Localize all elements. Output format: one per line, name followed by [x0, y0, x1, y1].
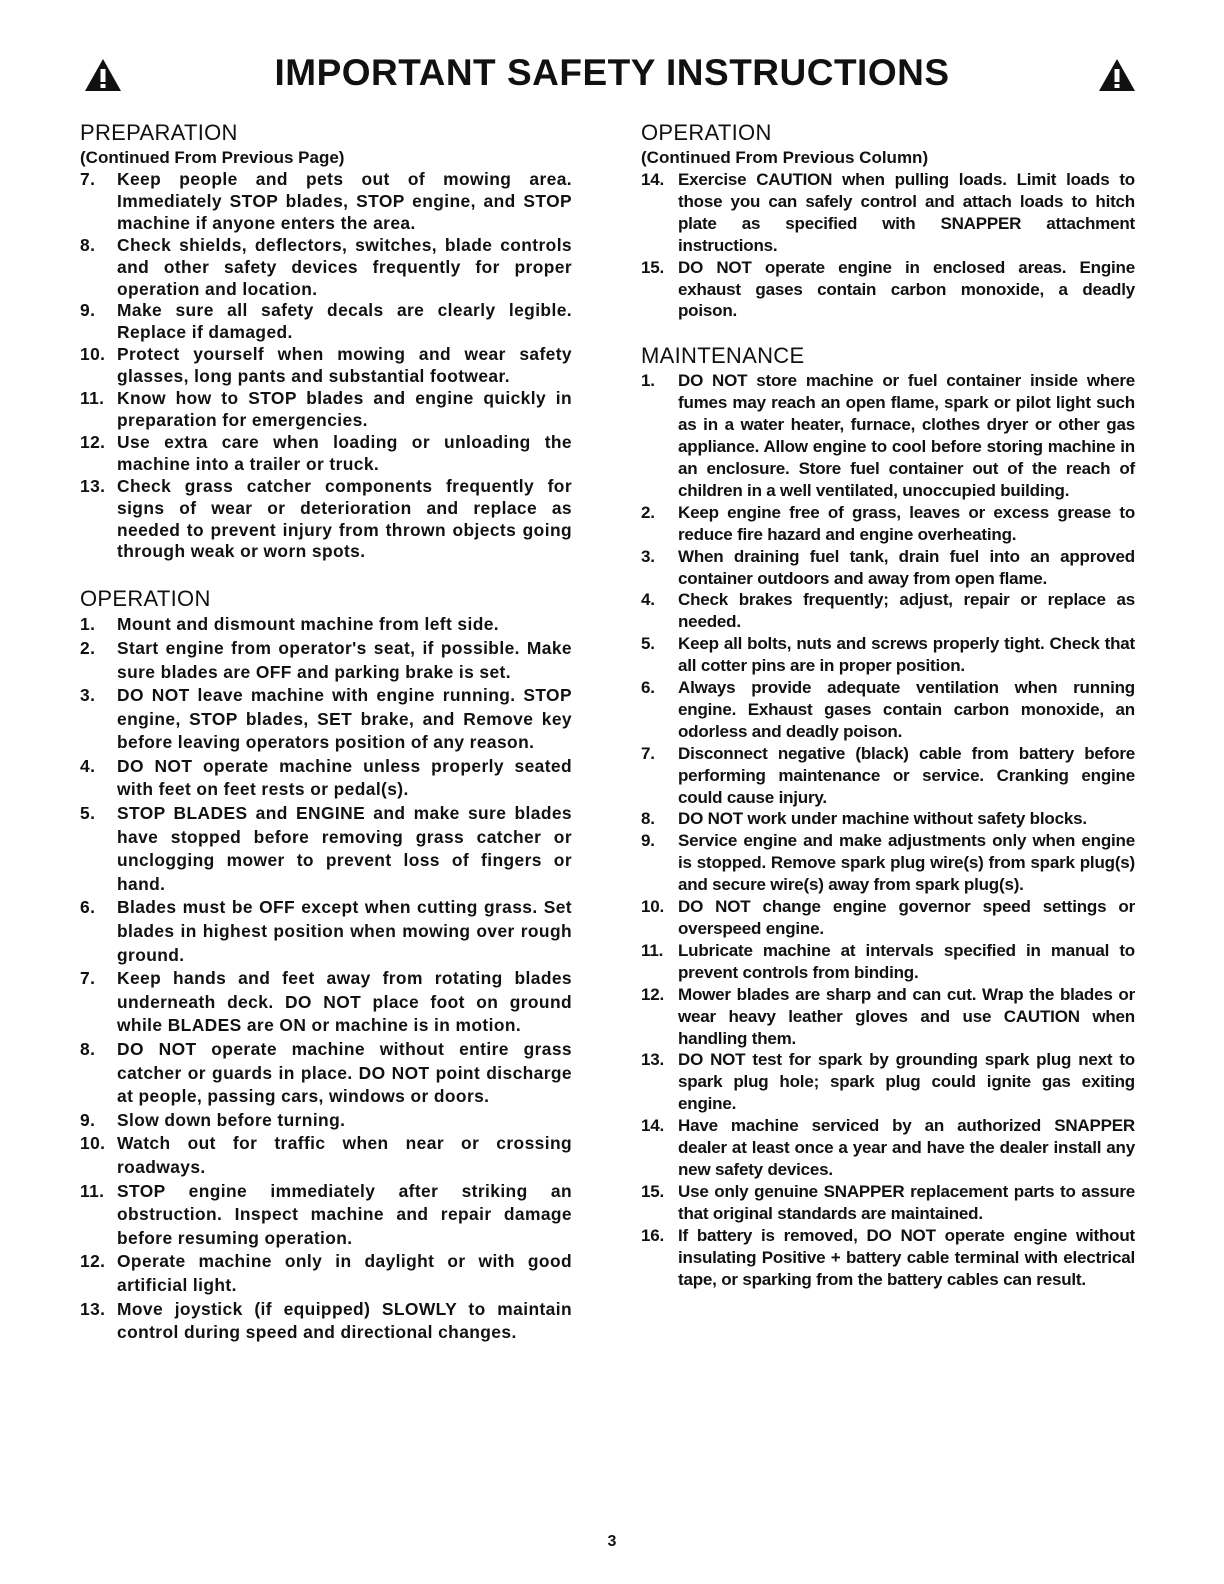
item-text: STOP engine immediately after striking an obstruction. Inspect machine and repair damage before resuming operation. — [117, 1180, 572, 1248]
item-number: 9. — [80, 1109, 96, 1130]
list-item — [80, 1250, 572, 1297]
list-item — [80, 1132, 572, 1179]
item-number: 14. — [641, 1116, 665, 1136]
list-item — [641, 370, 1135, 501]
list-item — [80, 613, 572, 637]
item-text: Use only genuine SNAPPER replacement parts to assure that original standards are maintained. — [678, 1181, 1135, 1223]
list-item — [641, 940, 1135, 984]
item-text: Have machine serviced by an authorized SNAPPER dealer at least once a year and have the dealer install any new safety devices. — [678, 1116, 1135, 1179]
item-text: Check brakes frequently; adjust, repair or replace as needed. — [678, 590, 1135, 632]
list-item — [80, 169, 572, 235]
list-item — [641, 257, 1135, 323]
item-number: 16. — [641, 1225, 665, 1245]
item-number: 8. — [641, 809, 655, 829]
item-text: Mount and dismount machine from left side. — [117, 614, 500, 635]
list-item — [641, 896, 1135, 940]
item-text: DO NOT store machine or fuel container inside where fumes may reach an open flame, spark or pilot light such as in a water heater, furnace, clothes dryer or other gas appliance. Allow engine to cool before storing machine in an enclosure. Store fuel container out of the reach of children in a well ventilated, unoccupied building. — [678, 371, 1135, 500]
item-number: 2. — [80, 637, 96, 658]
list-item — [641, 169, 1135, 257]
page-number: 3 — [607, 1533, 617, 1550]
list-item — [641, 1225, 1135, 1291]
item-number: 1. — [80, 614, 96, 635]
right-column — [641, 119, 1135, 1290]
item-text: DO NOT operate machine unless properly seated with feet on feet rests or pedal(s). — [117, 755, 572, 800]
list-item — [80, 476, 572, 564]
list-item — [80, 432, 572, 476]
item-number: 7. — [80, 169, 96, 189]
item-text: Always provide adequate ventilation when running engine. Exhaust gases contain carbon monoxide, an odorless and deadly poison. — [678, 678, 1135, 741]
item-text: Check grass catcher components frequently for signs of wear or deterioration and replace as needed to prevent injury from thrown objects going through weak or worn spots. — [117, 475, 572, 562]
list-item — [80, 637, 572, 684]
item-number: 15. — [641, 257, 665, 277]
list-item — [80, 1109, 572, 1133]
item-number: 11. — [80, 1180, 105, 1201]
item-text: Mower blades are sharp and can cut. Wrap the blades or wear heavy leather gloves and use CAUTION when handling them. — [678, 984, 1135, 1048]
item-number: 8. — [80, 1039, 96, 1059]
list-item — [641, 830, 1135, 896]
list-item — [641, 1115, 1135, 1181]
warning-triangle-icon — [1098, 58, 1136, 92]
item-number: 8. — [80, 234, 96, 255]
list-item — [80, 755, 572, 802]
item-text: Keep engine free of grass, leaves or excess grease to reduce fire hazard and engine overheating. — [678, 502, 1135, 544]
item-number: 5. — [641, 634, 655, 654]
list-item — [80, 344, 572, 388]
maintenance-list — [641, 370, 1135, 1290]
item-text: DO NOT operate machine without entire grass catcher or guards in place. DO NOT point discharge at people, passing cars, windows or doors. — [117, 1039, 572, 1107]
list-item — [641, 743, 1135, 809]
item-text: Protect yourself when mowing and wear safety glasses, long pants and substantial footwear. — [117, 344, 572, 387]
section-heading-maintenance: MAINTENANCE — [641, 343, 805, 369]
item-number: 12. — [80, 1251, 106, 1272]
item-number: 15. — [641, 1181, 665, 1201]
item-number: 10. — [641, 897, 665, 917]
item-text: Disconnect negative (black) cable from battery before performing maintenance or service. Cranking engine could cause injury. — [678, 743, 1135, 807]
item-number: 11. — [80, 388, 105, 409]
item-text: Watch out for traffic when near or crossing roadways. — [117, 1133, 572, 1177]
item-number: 12. — [80, 431, 106, 452]
list-item — [641, 808, 1135, 830]
section-heading-operation-continued: OPERATION — [641, 120, 772, 145]
list-item — [80, 300, 572, 344]
item-number: 7. — [641, 743, 655, 763]
list-item — [80, 1298, 572, 1345]
continued-note: (Continued From Previous Page) — [80, 148, 345, 167]
item-number: 13. — [80, 475, 106, 496]
item-text: Operate machine only in daylight or with good artificial light. — [117, 1251, 572, 1295]
item-text: Check shields, deflectors, switches, blade controls and other safety devices frequently for proper operation and location. — [117, 234, 572, 299]
item-text: STOP BLADES and ENGINE and make sure blades have stopped before removing grass catcher or unclogging mower to prevent loss of fingers or hand. — [117, 803, 572, 894]
item-text: Lubricate machine at intervals specified in manual to prevent controls from binding. — [678, 940, 1135, 982]
left-column — [80, 119, 572, 1345]
list-item — [641, 1181, 1135, 1225]
item-text: Move joystick (if equipped) SLOWLY to maintain control during speed and directional changes. — [117, 1298, 572, 1343]
item-text: If battery is removed, DO NOT operate engine without insulating Positive + battery cable terminal with electrical tape, or sparking from the battery cables can result. — [678, 1225, 1135, 1289]
item-number: 7. — [80, 968, 96, 989]
list-item — [80, 1180, 572, 1251]
continued-note: (Continued From Previous Column) — [641, 148, 929, 167]
item-number: 9. — [641, 831, 655, 851]
section-heading-preparation: PREPARATION — [80, 120, 238, 145]
list-item — [641, 633, 1135, 677]
item-number: 9. — [80, 300, 96, 321]
item-text: Know how to STOP blades and engine quickly in preparation for emergencies. — [117, 388, 572, 430]
item-number: 6. — [641, 678, 655, 698]
operation-continued-list — [641, 169, 1135, 322]
item-text: DO NOT test for spark by grounding spark plug next to spark plug hole; spark plug could ignite gas exiting engine. — [678, 1050, 1135, 1114]
item-number: 1. — [641, 371, 655, 391]
list-item — [641, 677, 1135, 743]
item-text: Keep people and pets out of mowing area. Immediately STOP blades, STOP engine, and STOP machine if anyone enters the area. — [117, 169, 572, 233]
item-number: 10. — [80, 1133, 106, 1154]
item-number: 14. — [641, 170, 665, 189]
item-text: Slow down before turning. — [117, 1109, 346, 1130]
item-number: 11. — [641, 940, 664, 960]
item-text: DO NOT leave machine with engine running. STOP engine, STOP blades, SET brake, and Remove key before leaving operators position of any reason. — [117, 685, 572, 753]
item-number: 3. — [80, 685, 96, 706]
item-text: Keep hands and feet away from rotating blades underneath deck. DO NOT place foot on ground while BLADES are ON or machine is in motion. — [117, 968, 572, 1036]
page-title: IMPORTANT SAFETY INSTRUCTIONS — [274, 52, 950, 93]
item-number: 10. — [80, 344, 106, 365]
item-number: 3. — [641, 546, 655, 566]
list-item — [80, 388, 572, 432]
item-number: 4. — [641, 590, 655, 610]
list-item — [80, 235, 572, 301]
list-item — [80, 1038, 572, 1109]
list-item — [80, 967, 572, 1038]
item-text: DO NOT work under machine without safety blocks. — [678, 809, 1087, 829]
item-number: 13. — [80, 1298, 106, 1319]
section-heading-operation: OPERATION — [80, 586, 211, 612]
item-text: When draining fuel tank, drain fuel into an approved container outdoors and away from open flame. — [678, 546, 1135, 588]
preparation-list — [80, 169, 572, 563]
list-item — [641, 984, 1135, 1050]
item-text: Blades must be OFF except when cutting grass. Set blades in highest position when mowing over rough ground. — [117, 897, 572, 965]
item-text: Exercise CAUTION when pulling loads. Limit loads to those you can safely control and attach loads to hitch plate as specified with SNAPPER attachment instructions. — [678, 170, 1135, 255]
item-number: 5. — [80, 803, 96, 824]
item-text: DO NOT operate engine in enclosed areas. Engine exhaust gases contain carbon monoxide, a deadly poison. — [678, 257, 1135, 321]
item-number: 13. — [641, 1050, 665, 1070]
item-text: Start engine from operator's seat, if possible. Make sure blades are OFF and parking brake is set. — [117, 637, 572, 682]
list-item — [641, 589, 1135, 633]
list-item — [641, 1049, 1135, 1115]
list-item — [80, 684, 572, 755]
item-text: Make sure all safety decals are clearly legible. Replace if damaged. — [117, 300, 572, 343]
item-text: DO NOT change engine governor speed settings or overspeed engine. — [678, 897, 1135, 938]
item-number: 12. — [641, 984, 665, 1004]
item-text: Service engine and make adjustments only when engine is stopped. Remove spark plug wire(s) from spark plug(s) and secure wire(s) away from spark plug(s). — [678, 831, 1135, 895]
list-item — [80, 802, 572, 896]
item-text: Keep all bolts, nuts and screws properly tight. Check that all cotter pins are in proper position. — [678, 634, 1135, 676]
item-number: 6. — [80, 897, 96, 918]
item-number: 2. — [641, 502, 655, 522]
operation-list — [80, 613, 572, 1344]
list-item — [641, 502, 1135, 546]
list-item — [641, 546, 1135, 590]
item-text: Use extra care when loading or unloading the machine into a trailer or truck. — [117, 431, 572, 474]
item-number: 4. — [80, 755, 96, 776]
list-item — [80, 896, 572, 967]
